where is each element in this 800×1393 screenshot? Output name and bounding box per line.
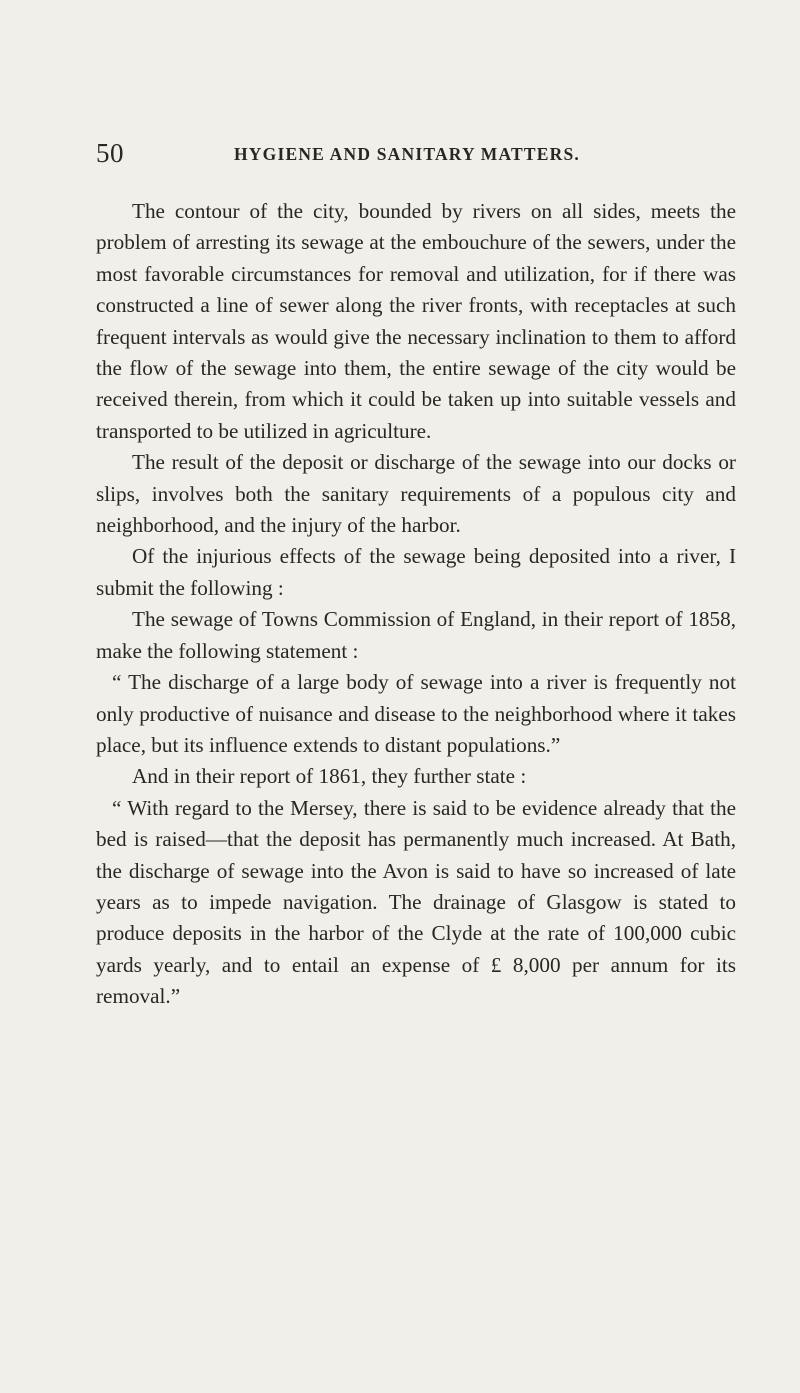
paragraph: The sewage of Towns Commission of England, in their report of 1858, make the following statement : bbox=[96, 607, 736, 663]
running-head bbox=[96, 138, 736, 168]
quotation-paragraph: “ The discharge of a large body of sewage into a river is frequently not only productive of nuisance and disease to the neighborhood where it takes place, but its influence extends to distant populations.” bbox=[96, 670, 736, 757]
paragraph: The contour of the city, bounded by rivers on all sides, meets the problem of arresting its sewage at the embouchure of the sewers, under the most favorable circumstances for removal and utilization, for if there was constructed a line of sewer along the river fronts, with receptacles at such frequent intervals as would give the necessary inclination to them to afford the flow of the sewage into them, the entire sewage of the city would be received therein, from which it could be taken up into suitable vessels and transported to be utilized in agriculture. bbox=[96, 199, 736, 443]
paragraph: And in their report of 1861, they further state : bbox=[132, 764, 527, 789]
quotation-paragraph: “ With regard to the Mersey, there is said to be evidence already that the bed is raised—that the deposit has permanently much increased. At Bath, the discharge of sewage into the Avon is said to have so increased of late years as to impede navigation. The drainage of Glasgow is stated to produce deposits in the harbor of the Clyde at the rate of 100,000 cubic yards yearly, and to entail an expense of £ 8,000 per annum for its removal.” bbox=[96, 795, 736, 1009]
running-title: HYGIENE AND SANITARY MATTERS. bbox=[234, 144, 580, 164]
body-text bbox=[96, 196, 736, 1013]
paragraph: Of the injurious effects of the sewage being deposited into a river, I submit the following : bbox=[96, 544, 736, 600]
paragraph: The result of the deposit or discharge of the sewage into our docks or slips, involves both the sanitary requirements of a populous city and neighborhood, and the injury of the harbor. bbox=[96, 450, 736, 538]
page-number: 50 bbox=[96, 138, 124, 168]
